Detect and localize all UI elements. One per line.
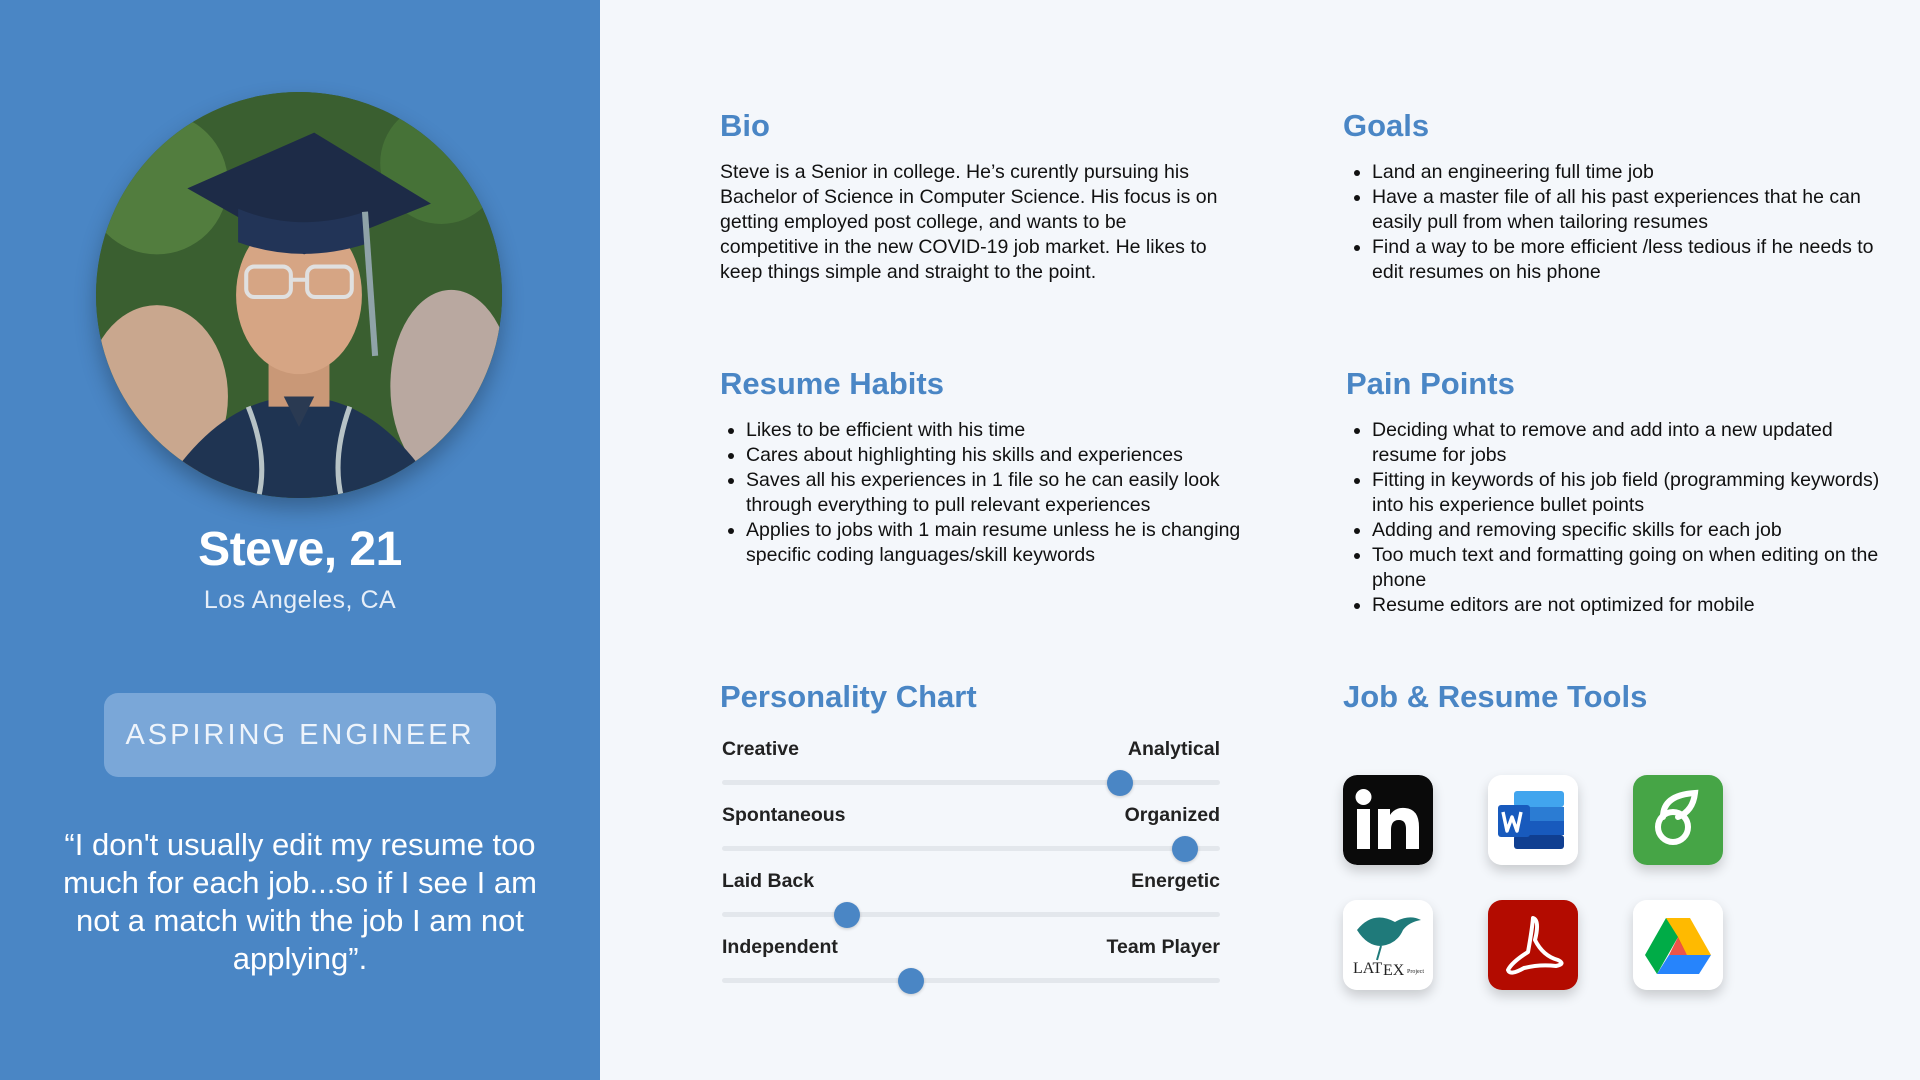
slider-knob[interactable]	[1107, 770, 1133, 796]
role-badge[interactable]: ASPIRING ENGINEER	[104, 693, 496, 777]
trait-right-label: Organized	[1124, 804, 1220, 826]
bio-text: Steve is a Senior in college. He’s curently pursuing his Bachelor of Science in Computer Science. His focus is on getting employed post college, and wants to be competitive in the new COVID-19 job market. He likes to keep things simple and straight to the point.	[720, 161, 1218, 283]
svg-text:LAT: LAT	[1353, 960, 1383, 977]
slider-knob[interactable]	[834, 902, 860, 928]
pain-points-list	[1346, 418, 1892, 618]
pain-point-item: • Adding and removing specific skills for each job	[1372, 518, 1892, 543]
goal-item: • Have a master file of all his past experiences that he can easily pull from when tailoring resumes	[1372, 185, 1892, 235]
persona-avatar	[96, 92, 502, 498]
trait-left-label: Creative	[722, 738, 799, 760]
pain-points-heading: Pain Points	[1346, 366, 1515, 401]
pain-point-item: • Fitting in keywords of his job field (programming keywords) into his experience bullet points	[1372, 468, 1892, 518]
overleaf-icon[interactable]	[1633, 775, 1723, 865]
personality-chart-heading: Personality Chart	[720, 679, 977, 714]
trait-right-label: Energetic	[1131, 870, 1220, 892]
habit-item: • Likes to be efficient with his time	[746, 418, 1266, 443]
slider-knob[interactable]	[1172, 836, 1198, 862]
habit-item: • Applies to jobs with 1 main resume unless he is changing specific coding languages/skill keywords	[746, 518, 1266, 568]
linkedin-icon[interactable]	[1343, 775, 1433, 865]
persona-panel	[0, 0, 600, 1080]
microsoft-word-icon[interactable]	[1488, 775, 1578, 865]
habit-item: • Saves all his experiences in 1 file so he can easily look through everything to pull relevant experiences	[746, 468, 1266, 518]
graduate-portrait-image	[96, 92, 502, 498]
slider-track	[722, 846, 1220, 851]
slider-track	[722, 912, 1220, 917]
resume-habits-heading: Resume Habits	[720, 366, 944, 401]
latex-project-icon[interactable]	[1343, 900, 1433, 990]
slider-track	[722, 978, 1220, 983]
goals-list	[1346, 160, 1892, 285]
habit-item: • Cares about highlighting his skills and experiences	[746, 443, 1266, 468]
svg-text:EX: EX	[1383, 962, 1405, 979]
trait-right-label: Team Player	[1106, 936, 1220, 958]
persona-location: Los Angeles, CA	[203, 586, 397, 614]
trait-left-label: Laid Back	[722, 870, 815, 892]
resume-habits-list	[720, 418, 1266, 568]
goal-item: • Land an engineering full time job	[1372, 160, 1892, 185]
tools-heading: Job & Resume Tools	[1343, 679, 1648, 714]
pain-point-item: • Deciding what to remove and add into a new updated resume for jobs	[1372, 418, 1892, 468]
trait-left-label: Independent	[722, 936, 838, 958]
adobe-acrobat-icon[interactable]	[1488, 900, 1578, 990]
slider-knob[interactable]	[898, 968, 924, 994]
trait-left-label: Spontaneous	[722, 804, 846, 826]
svg-text:Project: Project	[1407, 969, 1424, 975]
bio-heading: Bio	[720, 108, 770, 143]
goals-heading: Goals	[1343, 108, 1430, 143]
persona-quote: “I don't usually edit my resume too much for each job...so if I see I am not a match with the job I am not applying”.	[63, 827, 537, 976]
trait-right-label: Analytical	[1127, 738, 1220, 760]
persona-name: Steve, 21	[198, 523, 402, 576]
slider-track	[722, 780, 1220, 785]
pain-point-item: • Too much text and formatting going on when editing on the phone	[1372, 543, 1892, 593]
pain-point-item: • Resume editors are not optimized for mobile	[1372, 593, 1892, 618]
goal-item: • Find a way to be more efficient /less tedious if he needs to edit resumes on his phone	[1372, 235, 1892, 285]
google-drive-icon[interactable]	[1633, 900, 1723, 990]
